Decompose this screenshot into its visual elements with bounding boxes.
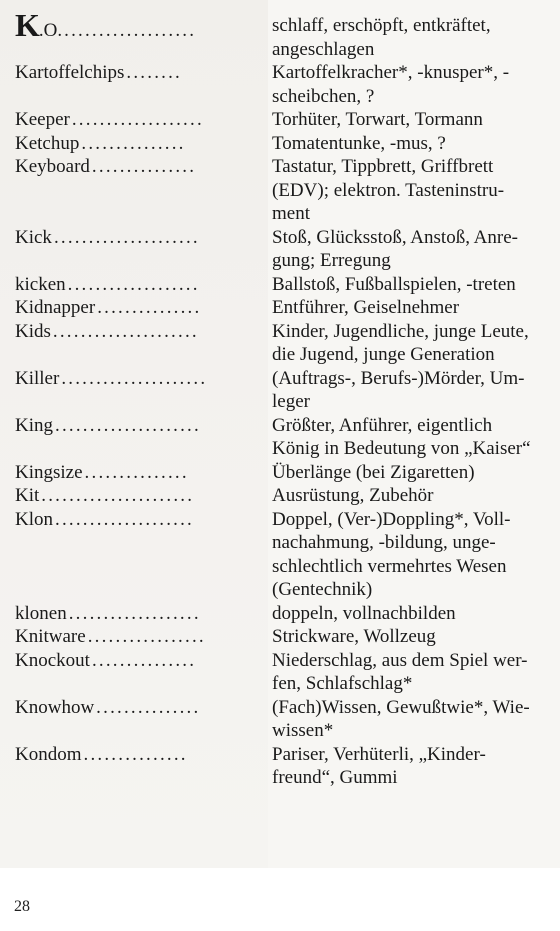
term-cell bbox=[0, 508, 260, 532]
entry-row bbox=[0, 625, 560, 649]
definition-line: (Auftrags-, Berufs-)Mörder, Um- bbox=[272, 367, 525, 389]
entry-definition bbox=[260, 226, 560, 273]
entry-term: kicken bbox=[15, 273, 66, 295]
entry-term: Keyboard bbox=[15, 156, 90, 177]
definition-line: Entführer, Geiselnehmer bbox=[272, 297, 460, 318]
definition-line: schlaff, erschöpft, entkräftet, bbox=[272, 15, 491, 36]
entry-row bbox=[0, 108, 560, 132]
definition-line: Ausrüstung, Zubehör bbox=[272, 485, 434, 506]
dot-leader: ..................... bbox=[52, 320, 199, 342]
entry-row bbox=[0, 484, 560, 508]
entry-definition bbox=[260, 132, 560, 156]
definition-line: Doppel, (Ver-)Doppling*, Voll- bbox=[272, 508, 511, 530]
dot-leader: ............... bbox=[91, 649, 197, 671]
entry-row bbox=[0, 696, 560, 743]
dot-leader: ................. bbox=[87, 626, 206, 647]
definition-line: angeschlagen bbox=[272, 38, 375, 60]
entry-definition bbox=[260, 296, 560, 320]
dot-leader: ............... bbox=[83, 743, 188, 765]
entry-row bbox=[0, 461, 560, 485]
term-cell bbox=[0, 484, 260, 508]
entry-term: Kingsize bbox=[15, 461, 83, 483]
definition-line: Niederschlag, aus dem Spiel wer- bbox=[272, 649, 528, 671]
definition-line: Pariser, Verhüterli, „Kinder- bbox=[272, 743, 486, 765]
entry-term: Ketchup bbox=[15, 132, 80, 154]
dot-leader: ..................... bbox=[53, 226, 200, 248]
definition-line: wissen* bbox=[272, 720, 334, 741]
dot-leader: ................... bbox=[71, 109, 204, 130]
definition-line: gung; Erregung bbox=[272, 250, 391, 271]
entry-definition bbox=[260, 61, 560, 108]
entry-definition bbox=[260, 320, 560, 367]
entry-term-initial: K bbox=[15, 14, 39, 43]
entry-term: Kidnapper bbox=[15, 297, 96, 318]
term-cell bbox=[0, 320, 260, 344]
definition-line: freund“, Gummi bbox=[272, 767, 398, 788]
dot-leader: ...................... bbox=[41, 485, 195, 506]
definition-line: Tomatentunke, -mus, ? bbox=[272, 132, 446, 154]
entry-row bbox=[0, 296, 560, 320]
dot-leader: ................... bbox=[68, 602, 201, 624]
term-cell bbox=[0, 649, 260, 673]
entry-row bbox=[0, 414, 560, 461]
entry-definition bbox=[260, 155, 560, 226]
definition-line: die Jugend, junge Generation bbox=[272, 344, 495, 365]
entry-definition bbox=[260, 484, 560, 508]
term-cell bbox=[0, 696, 260, 720]
entry-definition bbox=[260, 414, 560, 461]
dot-leader: ............... bbox=[84, 461, 189, 483]
entry-definition bbox=[260, 108, 560, 132]
entry-term: Knitware bbox=[15, 626, 86, 647]
entry-definition bbox=[260, 649, 560, 696]
entry-row bbox=[0, 320, 560, 367]
definition-line: Überlänge (bei Zigaretten) bbox=[272, 461, 475, 483]
entry-row bbox=[0, 14, 560, 61]
entry-term: Kartoffelchips bbox=[15, 62, 125, 83]
definition-line: Kinder, Jugendliche, junge Leute, bbox=[272, 320, 529, 342]
entry-definition bbox=[260, 461, 560, 485]
entry-definition bbox=[260, 508, 560, 602]
definition-line: scheibchen, ? bbox=[272, 85, 375, 107]
page-number: 28 bbox=[14, 898, 30, 915]
definition-line: doppeln, vollnachbilden bbox=[272, 602, 456, 624]
definition-line: Stoß, Glücksstoß, Anstoß, Anre- bbox=[272, 226, 518, 248]
term-cell bbox=[0, 296, 260, 320]
dot-leader: ..................... bbox=[55, 414, 201, 436]
term-cell bbox=[0, 108, 260, 132]
entry-definition bbox=[260, 367, 560, 414]
definition-line: (EDV); elektron. Tasteninstru- bbox=[272, 179, 505, 201]
entry-row bbox=[0, 743, 560, 790]
term-cell bbox=[0, 367, 260, 391]
term-cell bbox=[0, 743, 260, 767]
definition-line: fen, Schlafschlag* bbox=[272, 673, 413, 694]
definition-line: Ballstoß, Fußballspielen, -treten bbox=[272, 273, 516, 295]
entry-row bbox=[0, 61, 560, 108]
entry-term: Kondom bbox=[15, 743, 82, 765]
term-cell bbox=[0, 14, 260, 43]
entry-term: Knockout bbox=[15, 649, 90, 671]
entry-definition bbox=[260, 273, 560, 297]
term-cell bbox=[0, 132, 260, 156]
definition-line: Torhüter, Torwart, Tormann bbox=[272, 109, 483, 130]
entry-term: King bbox=[15, 414, 53, 436]
entry-row bbox=[0, 155, 560, 226]
definition-line: Tastatur, Tippbrett, Griffbrett bbox=[272, 156, 494, 177]
entry-definition bbox=[260, 14, 560, 61]
entry-term: Kit bbox=[15, 485, 40, 506]
entry-term: Kick bbox=[15, 226, 52, 248]
term-cell bbox=[0, 461, 260, 485]
definition-line: Strickware, Wollzeug bbox=[272, 626, 436, 647]
entry-row bbox=[0, 508, 560, 602]
entry-row bbox=[0, 132, 560, 156]
dot-leader: .................... bbox=[55, 508, 194, 530]
entry-definition bbox=[260, 696, 560, 743]
definition-line: Größter, Anführer, eigentlich bbox=[272, 414, 493, 436]
entry-term: Killer bbox=[15, 367, 60, 389]
entry-list bbox=[0, 14, 560, 790]
dot-leader: ................... bbox=[67, 273, 200, 295]
definition-line: nachahmung, -bildung, unge- bbox=[272, 532, 496, 553]
dot-leader: ................... bbox=[64, 20, 197, 41]
definition-line: Kartoffelkracher*, -knusper*, - bbox=[272, 62, 510, 83]
entry-row bbox=[0, 649, 560, 696]
entry-term: klonen bbox=[15, 602, 67, 624]
term-cell bbox=[0, 226, 260, 250]
term-cell bbox=[0, 61, 260, 85]
term-cell bbox=[0, 414, 260, 438]
definition-line: ment bbox=[272, 203, 310, 224]
entry-definition bbox=[260, 625, 560, 649]
definition-line: König in Bedeutung von „Kaiser“ bbox=[272, 438, 531, 459]
dot-leader: ........ bbox=[126, 62, 182, 83]
entry-row bbox=[0, 273, 560, 297]
definition-line: schlechtlich vermehrtes Wesen bbox=[272, 555, 507, 577]
entry-term: Kids bbox=[15, 320, 51, 342]
entry-definition bbox=[260, 743, 560, 790]
dot-leader: ............... bbox=[96, 696, 201, 718]
entry-definition bbox=[260, 602, 560, 626]
definition-line: (Gentechnik) bbox=[272, 579, 373, 600]
entry-term: Klon bbox=[15, 508, 53, 530]
entry-term: Keeper bbox=[15, 109, 70, 130]
dot-leader: ............... bbox=[91, 156, 197, 177]
definition-line: leger bbox=[272, 391, 310, 412]
entry-row bbox=[0, 226, 560, 273]
entry-term: Knowhow bbox=[15, 696, 95, 718]
term-cell bbox=[0, 155, 260, 179]
definition-line: (Fach)Wissen, Gewußtwie*, Wie- bbox=[272, 696, 530, 718]
entry-row bbox=[0, 367, 560, 414]
entry-row bbox=[0, 602, 560, 626]
entry-term-rest: .O. bbox=[38, 20, 63, 41]
term-cell bbox=[0, 273, 260, 297]
dot-leader: ............... bbox=[97, 297, 202, 318]
dot-leader: ............... bbox=[81, 132, 186, 154]
term-cell bbox=[0, 602, 260, 626]
dot-leader: ..................... bbox=[61, 367, 208, 389]
term-cell bbox=[0, 625, 260, 649]
